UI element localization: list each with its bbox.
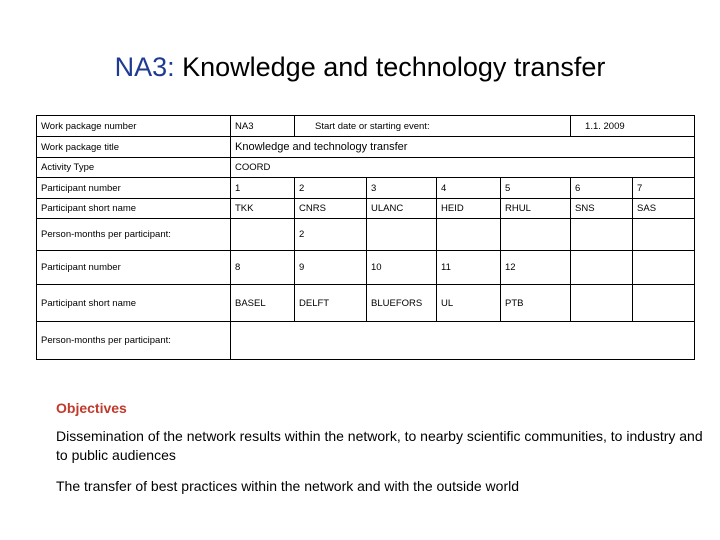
participant-short-cell: BLUEFORS: [367, 285, 437, 322]
wp-number-value: NA3: [231, 116, 295, 137]
person-months-cell: [367, 219, 437, 251]
table-row: [37, 219, 695, 251]
participant-number-cell: 4: [437, 178, 501, 199]
participant-short-cell: [633, 285, 695, 322]
objectives-paragraph: The transfer of best practices within the network and with the outside world: [56, 478, 520, 494]
participant-number-cell: 2: [295, 178, 367, 199]
wp-number-label: Work package number: [37, 116, 231, 137]
table-row: [37, 251, 695, 285]
participant-short-cell: BASEL: [231, 285, 295, 322]
participant-short-cell: SNS: [571, 199, 633, 219]
participant-number-cell: 1: [231, 178, 295, 199]
person-months-cell: [437, 219, 501, 251]
participant-short-cell: DELFT: [295, 285, 367, 322]
participant-short-cell: RHUL: [501, 199, 571, 219]
activity-type-value: COORD: [231, 158, 695, 178]
person-months-cell: [633, 219, 695, 251]
participant-number-label: Participant number: [37, 251, 231, 285]
table-row: [37, 158, 695, 178]
participant-short-cell: PTB: [501, 285, 571, 322]
participant-number-cell: 8: [231, 251, 295, 285]
participant-short-cell: TKK: [231, 199, 295, 219]
participant-number-cell: [633, 251, 695, 285]
participant-number-cell: 10: [367, 251, 437, 285]
start-date-label: Start date or starting event:: [295, 116, 571, 137]
objectives-section: [56, 400, 706, 508]
table-row: [37, 199, 695, 219]
table-row: [37, 285, 695, 322]
participant-number-cell: 12: [501, 251, 571, 285]
person-months-label: Person-months per participant:: [37, 219, 231, 251]
person-months-cell: 2: [295, 219, 367, 251]
participant-short-cell: [571, 285, 633, 322]
participant-number-cell: [571, 251, 633, 285]
participant-short-cell: CNRS: [295, 199, 367, 219]
table-row: [37, 116, 695, 137]
participant-short-cell: HEID: [437, 199, 501, 219]
participant-short-cell: ULANC: [367, 199, 437, 219]
participant-number-cell: 5: [501, 178, 571, 199]
page-title: [0, 52, 720, 83]
participant-short-label: Participant short name: [37, 285, 231, 322]
title-prefix: NA3:: [114, 52, 175, 82]
participant-number-cell: 11: [437, 251, 501, 285]
objectives-paragraph: Dissemination of the network results within the network, to nearby scientific communities, to industry and to public audiences: [56, 428, 703, 463]
person-months-cell: [501, 219, 571, 251]
person-months-empty-cell: [231, 322, 695, 360]
participant-number-cell: 7: [633, 178, 695, 199]
person-months-label: Person-months per participant:: [37, 322, 231, 360]
participant-short-cell: SAS: [633, 199, 695, 219]
participant-number-cell: 6: [571, 178, 633, 199]
work-package-table: [36, 115, 695, 360]
activity-type-label: Activity Type: [37, 158, 231, 178]
participant-short-label: Participant short name: [37, 199, 231, 219]
participant-number-cell: 9: [295, 251, 367, 285]
table-row: [37, 137, 695, 158]
person-months-cell: [571, 219, 633, 251]
person-months-cell: [231, 219, 295, 251]
table-row: [37, 178, 695, 199]
table-row: [37, 322, 695, 360]
participant-short-cell: UL: [437, 285, 501, 322]
objectives-heading: Objectives: [56, 400, 127, 416]
title-text: Knowledge and technology transfer: [174, 52, 606, 82]
participant-number-label: Participant number: [37, 178, 231, 199]
wp-title-value: Knowledge and technology transfer: [231, 137, 695, 158]
wp-title-label: Work package title: [37, 137, 231, 158]
participant-number-cell: 3: [367, 178, 437, 199]
start-date-value: 1.1. 2009: [571, 116, 695, 137]
